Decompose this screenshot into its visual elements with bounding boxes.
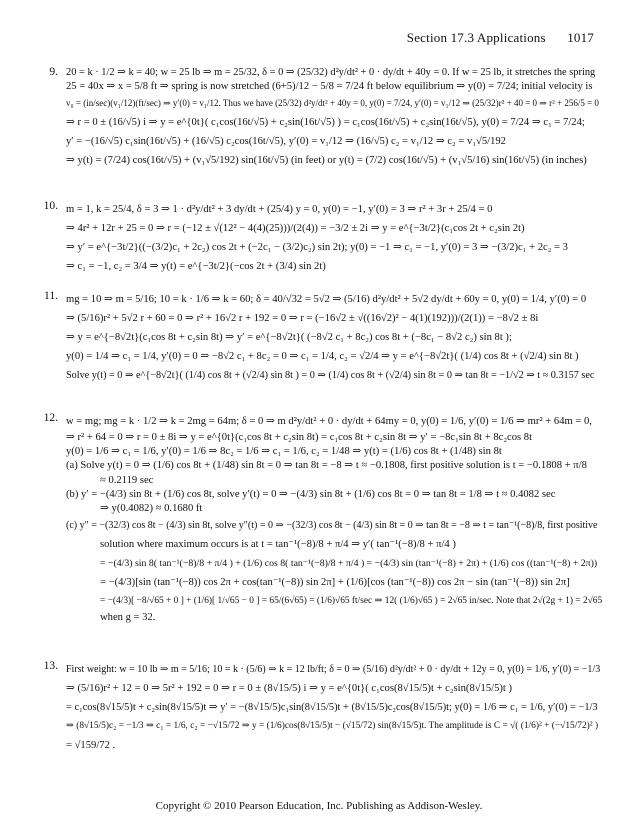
page-number: 1017 — [567, 30, 594, 45]
problem-body — [66, 660, 602, 755]
problem-number: 9. — [49, 66, 58, 78]
problem-body — [66, 290, 602, 385]
problem-line: Solve y(t) = 0 ⇒ e^{−8√2t}( (1/4) cos 8t + (√2/4) sin 8t ) = 0 ⇒ (1/4) cos 8t + (√2/4) sin 8t = 0 ⇒ tan 8t = −1/√2 ⇒ t ≈ 0.3157 sec — [66, 370, 595, 381]
problem-line: when g = 32. — [100, 612, 156, 624]
problem-line: ⇒ (5/16)r² + 12 = 0 ⇒ 5r² + 192 = 0 ⇒ r = 0 ± (8√15/5) i ⇒ y = e^{0t}( c₁cos(8√15/5)t + c₂sin(8√15/5)t ) — [66, 683, 513, 694]
section-title: Section 17.3 Applications — [406, 30, 546, 45]
problem-number: 11. — [44, 290, 58, 302]
problem-number: 10. — [43, 200, 58, 212]
problem-line: 25 = 40x ⇒ x = 5/8 ft ⇒ spring is now stretched (6+5)/12 − 5/8 = 7/24 ft below equilibrium ⇒ y(0) = 7/24; initial velocity is — [66, 81, 593, 93]
problem-line: y(0) = 1/6 ⇒ c₁ = 1/6, y′(0) = 1/6 ⇒ 8c₂ = 1/6 ⇒ c₁ = 1/6, c₂ = 1/48 ⇒ y(t) = (1/6) cos 8t + (1/48) sin 8t — [66, 446, 502, 458]
problem-line: (c) y″ = −(32/3) cos 8t − (4/3) sin 8t, solve y″(t) = 0 ⇒ −(32/3) cos 8t − (4/3) sin 8t = 0 ⇒ tan 8t = −8 ⇒ t = tan⁻¹(−8)/8, first positive — [66, 520, 598, 532]
problem-line: (b) y′ = −(4/3) sin 8t + (1/6) cos 8t, solve y′(t) = 0 ⇒ −(4/3) sin 8t + (1/6) cos 8t = 0 ⇒ tan 8t = 1/8 ⇒ t ≈ 0.4082 sec — [66, 488, 556, 500]
problem-line: = √159/72 . — [66, 740, 116, 751]
problem-line: = −(4/3) sin 8( tan⁻¹(−8)/8 + π/4 ) + (1/6) cos 8( tan⁻¹(−8)/8 + π/4 ) = −(4/3) sin (tan⁻¹(−8) + 2π) + (1/6) cos ((tan⁻¹(−8) + 2π)) — [100, 558, 598, 570]
problem-body — [66, 412, 602, 625]
problem-line: ≈ 0.2119 sec — [100, 474, 154, 486]
problem-line: w = mg; mg = k · 1/2 ⇒ k = 2mg = 64m; δ = 0 ⇒ m d²y/dt² + 0 · dy/dt + 64my = 0, y(0) = 1/6, y′(0) = 1/6 ⇒ mr² + 64m = 0, — [66, 416, 592, 427]
problem-line: ⇒ c₁ = −1, c₂ = 3/4 ⇒ y(t) = e^{−3t/2}(−cos 2t + (3/4) sin 2t) — [66, 261, 326, 272]
running-head — [407, 30, 594, 46]
problem-line: = c₁cos(8√15/5)t + c₂sin(8√15/5)t ⇒ y′ = −(8√15/5)c₁sin(8√15/5)t + (8√15/5)c₂cos(8√15/5)t; y(0) = 1/6 ⇒ c₁ = 1/6, y′(0) = −1/3 — [66, 702, 598, 713]
problem-line: ⇒ y(t) = (7/24) cos(16t/√5) + (v₁√5/192) sin(16t/√5) (in feet) or y(t) = (7/2) cos(16t/√5) + (v₁√5/16) sin(16t/√5) (in inches) — [66, 155, 587, 167]
problem-line: ⇒ r² + 64 = 0 ⇒ r = 0 ± 8i ⇒ y = e^{0t}(c₁cos 8t + c₂sin 8t) = c₁cos 8t + c₂sin 8t ⇒ y′ = −8c₁sin 8t + 8c₂cos 8t — [66, 432, 533, 443]
copyright-footer: Copyright © 2010 Pearson Education, Inc. Publishing as Addison-Wesley. — [155, 800, 483, 812]
problem-line: m = 1, k = 25/4, δ = 3 ⇒ 1 · d²y/dt² + 3 dy/dt + (25/4) y = 0, y(0) = −1, y′(0) = 3 ⇒ r² + 3r + 25/4 = 0 — [66, 204, 493, 215]
problem-body — [66, 200, 602, 276]
problem-line: ⇒ (8√15/5)c₂ = −1/3 ⇒ c₁ = 1/6, c₂ = −√15/72 ⇒ y = (1/6)cos(8√15/5)t − (√15/72) sin(8√15/5)t. The amplitude is C = √( (1/6)² + (−√15/72)² ) — [66, 721, 599, 731]
problem-body — [66, 66, 602, 170]
problem-line: 20 = k · 1/2 ⇒ k = 40; w = 25 lb ⇒ m = 25/32, δ = 0 ⇒ (25/32) d²y/dt² + 0 · dy/dt + 40y = 0. If w = 25 lb, it stretches the spring — [66, 67, 596, 78]
problem-line: = −(4/3)[sin (tan⁻¹(−8)) cos 2π + cos(tan⁻¹(−8)) sin 2π] + (1/6)[cos (tan⁻¹(−8)) cos 2π − sin (tan⁻¹(−8)) sin 2π] — [100, 577, 570, 589]
problem-number: 12. — [43, 412, 58, 424]
problem-line: (a) Solve y(t) = 0 ⇒ (1/6) cos 8t + (1/48) sin 8t = 0 ⇒ tan 8t = −8 ⇒ t ≈ −0.1808, first positive solution is t = −0.1808 + π/8 — [66, 460, 587, 472]
problem-line: ⇒ (5/16)r² + 5√2 r + 60 = 0 ⇒ r² + 16√2 r + 192 = 0 ⇒ r = (−16√2 ± √((16√2)² − 4(1)(192)))/(2(1)) = −8√2 ± 8i — [66, 313, 539, 324]
problem-line: y(0) = 1/4 ⇒ c₁ = 1/4, y′(0) = 0 ⇒ −8√2 c₁ + 8c₂ = 0 ⇒ c₁ = 1/4, c₂ = √2/4 ⇒ y = e^{−8√2t}( (1/4) cos 8t + (√2/4) sin 8t ) — [66, 351, 579, 362]
problem-line: = −(4/3)[ −8/√65 + 0 ] + (1/6)[ 1/√65 − 0 ] = 65/(6√65) = (1/6)√65 ft/sec ⇒ 12( (1/6)√65 ) = 2√65 in/sec. Note that 2√(2g + 1) = 2√65 — [100, 596, 602, 607]
problem-line: y′ = −(16/√5) c₁sin(16t/√5) + (16/√5) c₂cos(16t/√5), y′(0) = v₁/12 ⇒ (16/√5) c₂ = v₁/12 ⇒ c₂ = v₁√5/192 — [66, 136, 506, 148]
problem-line: mg = 10 ⇒ m = 5/16; 10 = k · 1/6 ⇒ k = 60; δ = 40/√32 = 5√2 ⇒ (5/16) d²y/dt² + 5√2 dy/dt + 60y = 0, y(0) = 1/4, y′(0) = 0 — [66, 294, 587, 305]
problem-line: First weight: w = 10 lb ⇒ m = 5/16; 10 = k · (5/6) ⇒ k = 12 lb/ft; δ = 0 ⇒ (5/16) d²y/dt² + 0 · dy/dt + 12y = 0, y(0) = 1/6, y′(0) = −1/3 — [66, 664, 601, 675]
problem-line: v₀ = (in/sec)(v₁/12)(ft/sec) ⇒ y′(0) = v₁/12. Thus we have (25/32) d²y/dt² + 40y = 0, y(0) = 7/24, y′(0) = v₁/12 ⇒ (25/32)r² + 40 = 0 ⇒ r² + 256/5 = 0 — [66, 98, 599, 109]
problem-line: ⇒ r = 0 ± (16/√5) i ⇒ y = e^{0t}( c₁cos(16t/√5) + c₂sin(16t/√5) ) = c₁cos(16t/√5) + c₂sin(16t/√5), y(0) = 7/24 ⇒ c₁ = 7/24; — [66, 117, 585, 129]
problem-line: ⇒ 4r² + 12r + 25 = 0 ⇒ r = (−12 ± √(12² − 4(4)(25)))/(2(4)) = −3/2 ± 2i ⇒ y = e^{−3t/2}(c₁cos 2t + c₂sin 2t) — [66, 223, 525, 234]
problem-number: 13. — [43, 660, 58, 672]
problem-line: ⇒ y(0.4082) ≈ 0.1680 ft — [100, 502, 203, 514]
problem-line: ⇒ y′ = e^{−3t/2}((−(3/2)c₁ + 2c₂) cos 2t + (−2c₁ − (3/2)c₂) sin 2t); y(0) = −1 ⇒ c₁ = −1, y′(0) = 3 ⇒ −(3/2)c₁ + 2c₂ = 3 — [66, 242, 568, 253]
problem-line: ⇒ y = e^{−8√2t}(c₁cos 8t + c₂sin 8t) ⇒ y′ = e^{−8√2t}( (−8√2 c₁ + 8c₂) cos 8t + (−8c₁ − 8√2 c₂) sin 8t ); — [66, 332, 512, 343]
problem-line: solution where maximum occurs is at t = tan⁻¹(−8)/8 + π/4 ⇒ y′( tan⁻¹(−8)/8 + π/4 ) — [100, 539, 456, 551]
